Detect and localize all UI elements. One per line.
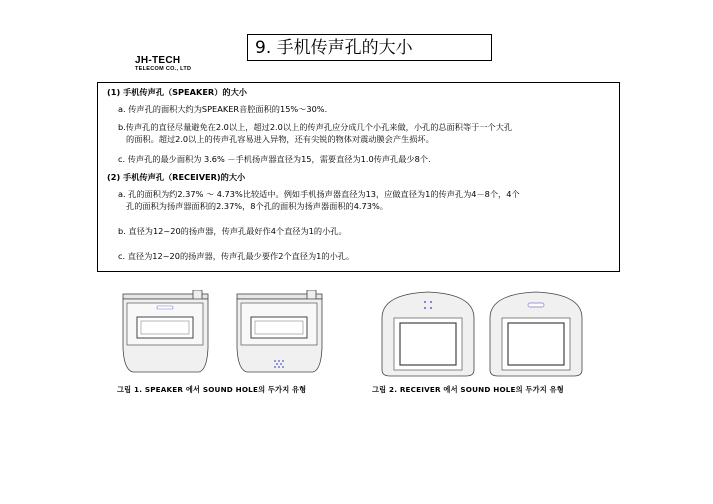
figure2-caption: 그림 2. RECEIVER 에서 SOUND HOLE의 두가지 유형 [372, 385, 564, 394]
logo-main-text: JH-TECH [135, 55, 181, 66]
page-title: 9. 手机传声孔的大小 [247, 34, 492, 61]
section2-item-a [118, 189, 613, 212]
content-box [97, 82, 620, 272]
company-logo [135, 55, 225, 73]
section1-item-b-line1: b.传声孔的直径尽量避免在2.0以上，超过2.0以上的传声孔应分成几个小孔来做，小孔的总面积等于一个大孔 [118, 122, 513, 132]
phone-speaker-type2 [237, 290, 322, 372]
figure1-caption: 그림 1. SPEAKER 에서 SOUND HOLE의 두가지 유형 [117, 385, 307, 394]
figure2-illustration [378, 288, 588, 380]
section1-heading: (1) 手机传声孔（SPEAKER）的大小 [107, 87, 247, 97]
phone-receiver-type2 [490, 292, 582, 376]
section2-item-a-line2: 孔的面积为扬声器面积的2.37%，8个孔的面积为扬声器面积的4.73%。 [126, 200, 388, 211]
section2-item-b: b. 直径为12~20的扬声器，传声孔最好作4个直径为1的小孔。 [118, 226, 347, 236]
section2-item-a-line1: a. 孔的面积为约2.37% ～ 4.73%比较适中。例如手机扬声器直径为13，应做直径为1的传声孔为4－8个，4个 [118, 189, 520, 199]
section2-heading: (2) 手机传声孔（RECEIVER)的大小 [107, 172, 246, 182]
section2-item-c: c. 直径为12~20的扬声器，传声孔最少要作2个直径为1的小孔。 [118, 251, 355, 261]
section1-item-b [118, 122, 613, 145]
logo-sub-text: TELECOM CO., LTD [135, 66, 192, 72]
section1-item-b-line2: 的面积。超过2.0以上的传声孔容易进入异物，还有尖锐的物体对震动膜会产生损坏。 [126, 133, 434, 144]
phone-receiver-type1 [382, 292, 474, 376]
phone-speaker-type1 [123, 290, 208, 372]
section1-item-a: a. 传声孔的面积大约为SPEAKER音腔面积的15%～30%. [118, 104, 328, 114]
section1-item-c: c. 传声孔的最少面积为 3.6% －手机扬声器直径为15，需要直径为1.0传声孔最少8个. [118, 154, 431, 164]
figure1-illustration [115, 290, 335, 380]
